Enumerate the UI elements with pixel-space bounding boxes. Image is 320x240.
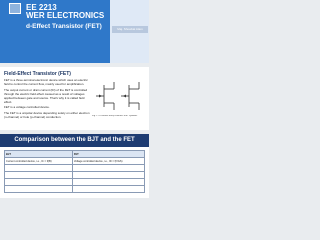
bullet-item: The output current or drain current (ID) of the FET is controlled through the electric field effect caused as a result of voltages applied between gate and source. That's why it is called field effect. [4,87,88,104]
logo-thumbnail [9,3,21,14]
table-cell [72,179,144,186]
table-header-row [5,151,145,158]
lecture-topic: d-Effect Transistor (FET) [26,23,102,30]
column-header: FET [72,151,144,158]
table-cell: Voltage controlled device, i.e., ID = f(VGS) [72,158,144,165]
presenter-name: Maj. Showkat Alam [112,26,148,33]
table-row [5,165,145,172]
column-header: BJT [5,151,73,158]
table-cell [72,165,144,172]
bullet-list [4,78,90,120]
table-cell [5,165,73,172]
table-row [5,172,145,179]
table-row [5,158,145,165]
table-cell [72,172,144,179]
table-cell [5,179,73,186]
table-cell [72,186,144,193]
figure-caption: Fig. 1. n-channel and p-channel JFET symbols [92,115,138,117]
table-row [5,186,145,193]
table-cell: Current controlled device, i.e., IC = f(IB) [5,158,73,165]
table-cell [5,172,73,179]
table-cell [5,186,73,193]
slide-title: Field-Effect Transistor (FET) [4,71,71,77]
course-subject: WER ELECTRONICS [26,11,105,20]
table-row [5,179,145,186]
bullet-item: The FET is a unipolar device depending solely on either electron (n-channel) or hole (p-channel) conduction. [4,110,90,119]
bullet-item: FET is a three-terminal electronic device which uses an electric field to control the current flow, mainly used for amplification. [4,78,88,86]
slide-title: Comparison between the BJT and the FET [14,137,135,143]
bullet-item: FET is a voltage controlled device. [4,105,50,109]
comparison-slide [0,134,149,198]
jfet-symbol-figure [94,79,144,113]
fet-definition-slide [0,67,149,130]
title-slide [0,0,149,63]
comparison-table [4,150,145,193]
course-code: EE 2213 [26,3,57,12]
